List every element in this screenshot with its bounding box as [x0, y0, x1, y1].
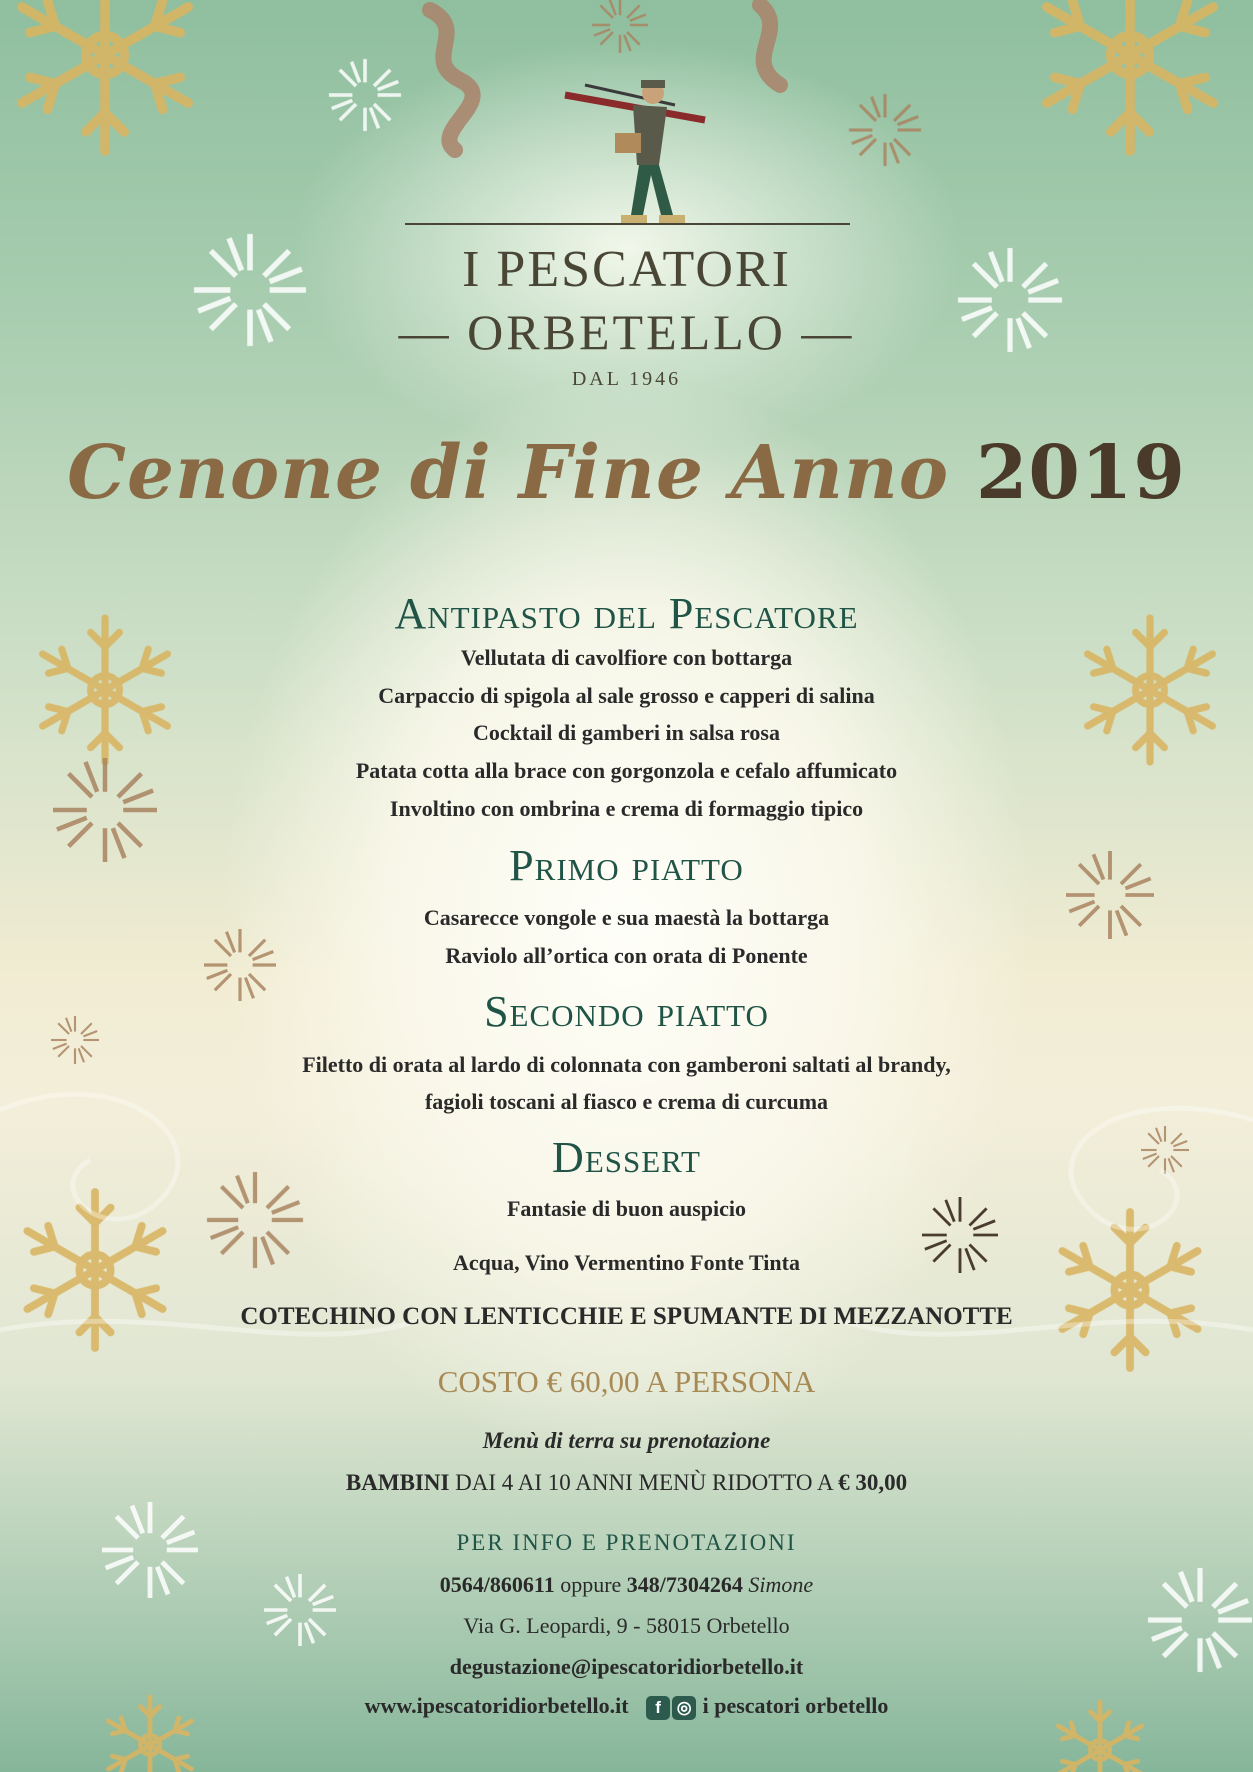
brand-name: I PESCATORI: [462, 241, 791, 298]
page-title: [0, 430, 1253, 516]
menu-item: Raviolo all’ortica con orata di Ponente: [445, 943, 808, 968]
social-handle: i pescatori orbetello: [702, 1693, 889, 1718]
menu-item: Carpaccio di spigola al sale grosso e capperi di salina: [378, 683, 875, 708]
web-social-line: [0, 1693, 1253, 1720]
contact-name: Simone: [748, 1572, 814, 1597]
phone-secondary[interactable]: 348/7304264: [626, 1572, 743, 1597]
menu-item: Cocktail di gamberi in salsa rosa: [472, 720, 780, 745]
menu-item: Filetto di orata al lardo di colonnata con gamberoni saltati al brandy,: [302, 1052, 951, 1077]
kids-label: BAMBINI: [345, 1470, 450, 1495]
info-heading: PER INFO E PRENOTAZIONI: [456, 1530, 797, 1555]
address: Via G. Leopardi, 9 - 58015 Orbetello: [463, 1613, 790, 1638]
phone-primary[interactable]: 0564/860611: [439, 1572, 555, 1597]
menu-item: Involtino con ombrina e crema di formaggio tipico: [389, 796, 864, 821]
brand-dash-right: —: [801, 304, 855, 360]
land-menu-note: Menù di terra su prenotazione: [482, 1428, 771, 1453]
brand-since: DAL 1946: [571, 368, 682, 390]
fisherman-logo-icon: [555, 65, 715, 235]
menu-item: fagioli toscani al fiasco e crema di curcuma: [424, 1089, 829, 1114]
menu-item: Fantasie di buon auspicio: [506, 1196, 746, 1221]
title-year: 2019: [975, 430, 1186, 516]
brand-location: [0, 303, 1253, 361]
section-heading-antipasto: Antipasto del Pescatore: [394, 589, 859, 638]
menu-item: Casarecce vongole e sua maestà la bottarga: [423, 905, 830, 930]
website-link[interactable]: www.ipescatoridiorbetello.it: [364, 1693, 629, 1718]
kids-text: DAI 4 AI 10 ANNI MENÙ RIDOTTO A: [449, 1470, 839, 1495]
kids-menu-line: [0, 1470, 1253, 1496]
brand-top-rule: [405, 222, 850, 226]
drinks-line: Acqua, Vino Vermentino Fonte Tinta: [453, 1250, 800, 1275]
menu-item: Vellutata di cavolfiore con bottarga: [460, 645, 793, 670]
section-heading-primo: Primo piatto: [509, 841, 744, 890]
phone-line: [0, 1572, 1253, 1598]
facebook-icon[interactable]: f: [646, 1696, 670, 1720]
phone-or: oppure: [554, 1572, 627, 1597]
section-heading-secondo: Secondo piatto: [484, 987, 769, 1036]
email-text[interactable]: degustazione@ipescatoridiorbetello.it: [449, 1654, 804, 1679]
title-text: Cenone di Fine Anno: [67, 430, 950, 516]
instagram-icon[interactable]: ◎: [672, 1696, 696, 1720]
price-per-person: COSTO € 60,00 A PERSONA: [437, 1364, 816, 1399]
midnight-line: COTECHINO CON LENTICCHIE E SPUMANTE DI MEZZANOTTE: [240, 1303, 1013, 1330]
brand-dash-left: —: [398, 304, 452, 360]
kids-price: € 30,00: [838, 1470, 908, 1495]
brand-city: ORBETELLO: [467, 304, 786, 360]
section-heading-dessert: Dessert: [552, 1133, 701, 1182]
menu-item: Patata cotta alla brace con gorgonzola e cefalo affumicato: [355, 758, 898, 783]
email-link[interactable]: [0, 1654, 1253, 1680]
